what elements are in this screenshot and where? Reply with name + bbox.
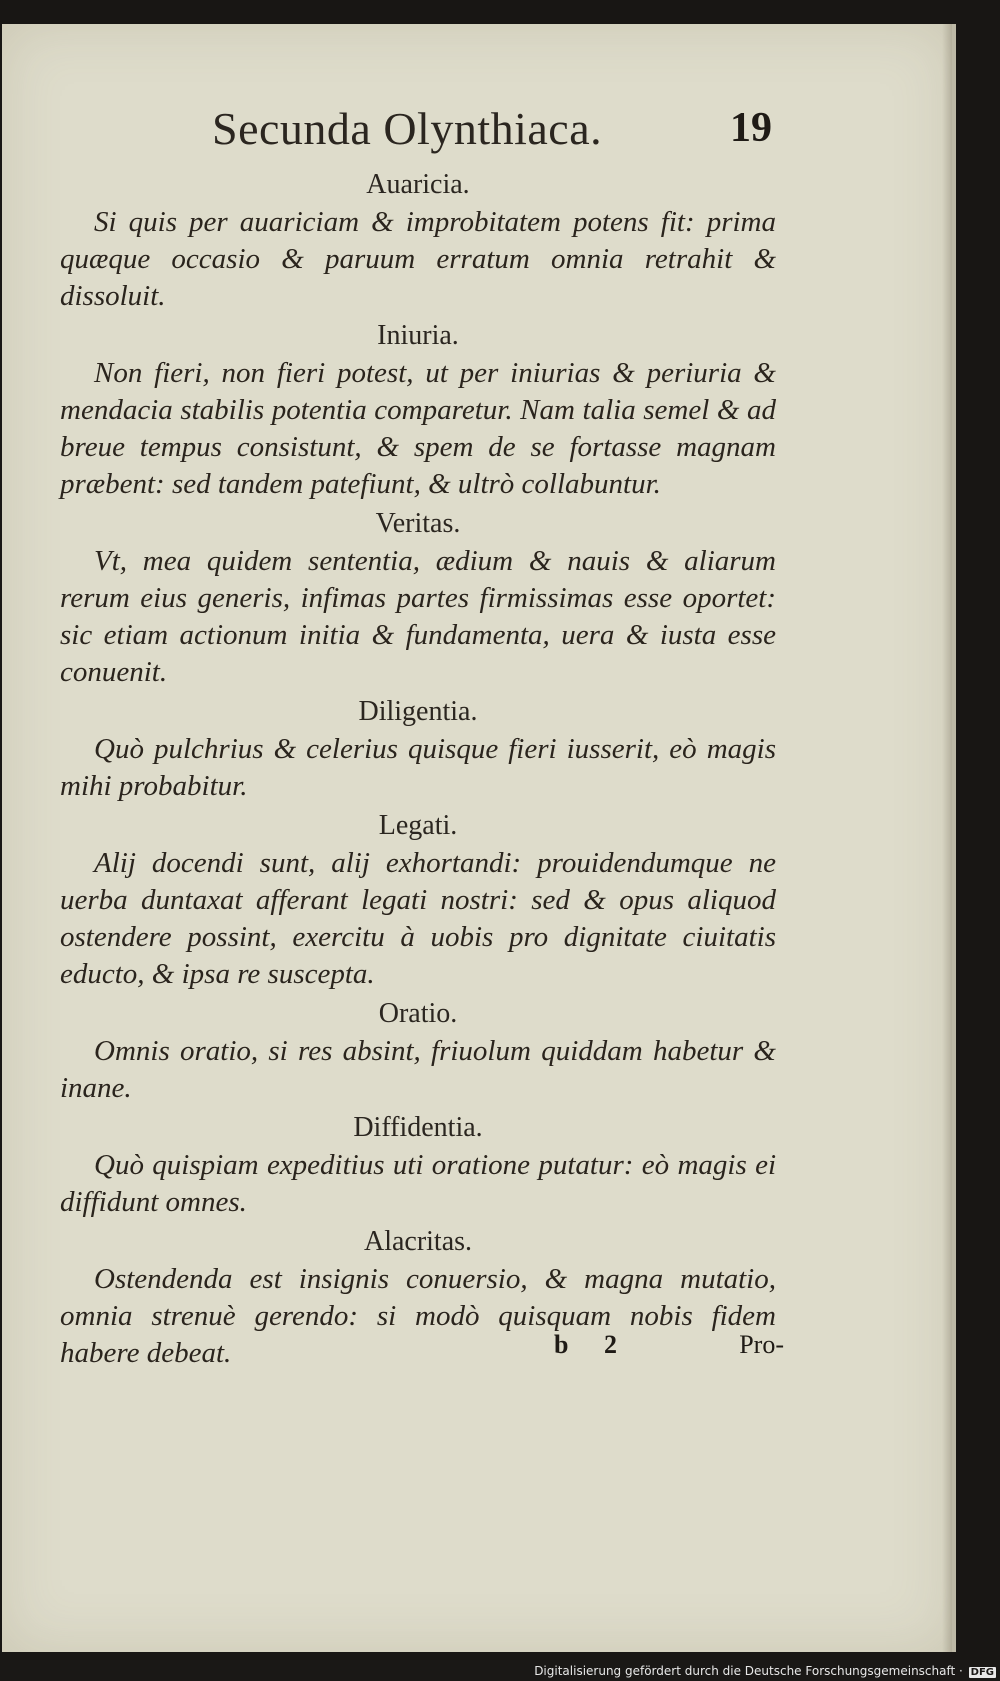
section-heading: Iniuria. [377,320,459,351]
section-text: Quò quispiam expeditius uti oratione putatur: eò magis ei diffidunt omnes. [60,1149,776,1218]
section-text: Ostendenda est insignis conuersio, & magna mutatio, omnia strenuè gerendo: si modò quisquam nobis fidem habere debeat. [60,1263,776,1369]
page-footer [554,1330,784,1370]
credit-text: Digitalisierung gefördert durch die Deutsche Forschungsgemeinschaft · [534,1664,963,1678]
section-heading: Diligentia. [358,696,478,727]
page-edge [942,24,952,1652]
section-heading: Oratio. [378,998,458,1029]
running-title: Secunda Olynthiaca. [212,103,603,154]
section-text: Alij docendi sunt, alij exhortandi: prouidendumque ne uerba duntaxat afferant legati nostri: sed & opus aliquod ostendere possint, exercitu à uobis pro dignitate ciuitatis educto, & ipsa re suscepta. [60,847,776,990]
section-text: Non fieri, non fieri potest, ut per iniurias & periuria & mendacia stabilis potentia comparetur. Nam talia semel & ad breue tempus consistunt, & spem de se fortasse magnam præbent: sed tandem patefiunt, & ultrò collabuntur. [60,357,776,500]
section-heading: Veritas. [375,508,461,539]
page-header [212,102,772,162]
section-diffidentia [60,1111,776,1221]
page-number: 19 [730,105,772,151]
book-page [2,24,956,1652]
dfg-logo-icon: DFG [970,1667,994,1678]
section-legati [60,809,776,993]
section-heading: Alacritas. [363,1226,473,1257]
section-oratio [60,997,776,1107]
catchword: Pro- [739,1330,784,1359]
section-auaricia [60,168,776,315]
section-iniuria [60,319,776,503]
section-text: Quò pulchrius & celerius quisque fieri iusserit, eò magis mihi probabitur. [60,733,776,802]
section-text: Omnis oratio, si res absint, friuolum quiddam habetur & inane. [60,1035,776,1104]
signature-mark: b [554,1330,569,1359]
signature-number: 2 [604,1330,617,1359]
section-heading: Diffidentia. [353,1112,483,1143]
section-text: Si quis per auariciam & improbitatem potens fit: prima quæque occasio & paruum erratum omnia retrahit & dissoluit. [60,206,776,312]
section-veritas [60,507,776,691]
section-heading: Auaricia. [366,169,470,200]
section-heading: Legati. [378,810,458,841]
section-text: Vt, mea quidem sententia, ædium & nauis & aliarum rerum eius generis, infimas partes firmissimas esse oportet: sic etiam actionum initia & fundamenta, uera & iusta esse conuenit. [60,545,776,688]
page-body [60,168,776,1376]
digitization-credit [534,1664,996,1678]
section-diligentia [60,695,776,805]
